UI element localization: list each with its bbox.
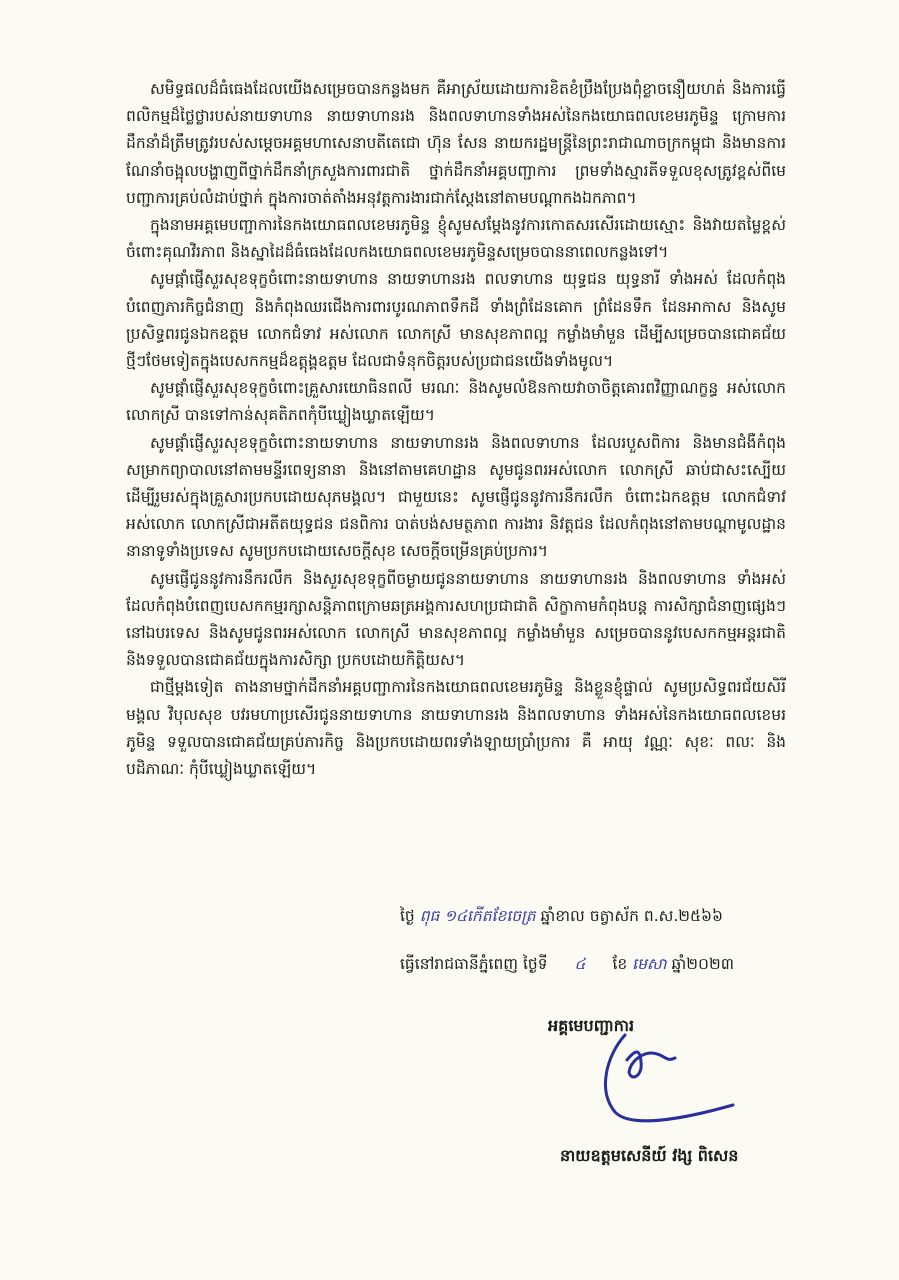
paragraph-3: សូមផ្តាំផ្ញើសួរសុខទុក្ខចំពោះនាយទាហាន នាយទាហានរង ពលទាហាន យុទ្ធជន យុទ្ធនារី ទាំងអស់ ដែលកំពុងបំពេញភារកិច្ចជំនាញ និងកំពុងឈរជើងការពារបូរណភាពទឹកដី ទាំងព្រំដែនគោក ព្រំដែនទឹក ដែនអាកាស និងសូមប្រសិទ្ធពរជូនឯកឧត្តម លោកជំទាវ អស់លោក លោកស្រី មានសុខភាពល្អ កម្លាំងមាំមួន ដើម្បីសម្រេចបានជោគជ័យថ្មីៗថែមទៀតក្នុងបេសកកម្មដ៏ឧត្តុង្គឧត្តម ដែលជាទំនុកចិត្តរបស់ប្រជាជនយើងទាំងមូល។: [126, 270, 786, 371]
handwritten-signature: [585, 1020, 745, 1130]
lunar-year: ឆ្នាំខាល ចត្វាស័ក ព.ស.២៥៦៦: [540, 907, 723, 925]
paragraph-7: ជាថ្មីម្តងទៀត តាងនាមថ្នាក់ដឹកនាំអគ្គបញ្ជាការនៃកងយោធពលខេមរភូមិន្ទ និងខ្លួនខ្ញុំផ្ទាល់ សូមប្រសិទ្ធពរជ័យសិរីមង្គល វិបុលសុខ បវរមហាប្រសើរជូននាយទាហាន នាយទាហានរង និងពលទាហាន ទាំងអស់នៃកងយោធពលខេមរភូមិន្ទ ទទួលបានជោគជ័យគ្រប់ភារកិច្ច និងប្រកបដោយពរទាំងឡាយប្រាំប្រការ គឺ អាយុ វណ្ណៈ សុខៈ ពលៈ និងបដិភាណៈ កុំបីឃ្លៀងឃ្លាតឡើយ។: [126, 678, 786, 779]
month-handwritten: មេសា: [632, 955, 667, 973]
date-prefix: ថ្ងៃ: [400, 907, 415, 925]
paragraph-4: សូមផ្តាំផ្ញើសួរសុខទុក្ខចំពោះគ្រួសារយោធិនពលី មរណៈ និងសូមលំឱនកាយវាចាចិត្តគោរពវិញ្ញាណក្ខន្ធ អស់លោក លោកស្រី បានទៅកាន់សុគតិភពកុំបីឃ្លៀងឃ្លាតឡើយ។: [126, 379, 786, 425]
month-label: ខែ: [612, 955, 628, 973]
letter-body: [126, 76, 786, 783]
paragraph-6: សូមផ្ញើជូននូវការនឹករលឹក និងសួរសុខទុក្ខពីចម្ងាយជូននាយទាហាន នាយទាហានរង និងពលទាហាន ទាំងអស់ ដែលកំពុងបំពេញបេសកកម្មរក្សាសន្តិភាពក្រោមឆត្រអង្គការសហប្រជាជាតិ សិក្ខាកាមកំពុងបន្ត ការសិក្សាជំនាញផ្សេងៗនៅឯបរទេស និងសូមជូនពរអស់លោក លោកស្រី មានសុខភាពល្អ កម្លាំងមាំមួន សម្រេចបាននូវបេសកកម្មអន្តរជាតិ និងទទួលបានជោគជ័យក្នុងការសិក្សា ប្រកបដោយកិត្តិយស។: [126, 569, 786, 670]
place-and-day-label: ធ្វើនៅរាជធានីភ្នំពេញ ថ្ងៃទី: [400, 955, 548, 973]
lunar-date-line: [400, 904, 723, 928]
paragraph-5: សូមផ្តាំផ្ញើសួរសុខទុក្ខចំពោះនាយទាហាន នាយទាហានរង និងពលទាហាន ដែលរបួសពិការ និងមានជំងឺកំពុងសម្រាកព្យាបាលនៅតាមមន្ទីរពេទ្យនានា និងនៅតាមគេហដ្ឋាន សូមជូនពរអស់លោក លោកស្រី ឆាប់ជាសះស្បើយ ដើម្បីរួមរស់ក្នុងគ្រួសារប្រកបដោយសុភមង្គល។ ជាមួយនេះ សូមផ្ញើជូននូវការនឹករលឹក ចំពោះឯកឧត្តម លោកជំទាវ អស់លោក លោកស្រីជាអតីតយុទ្ធជន ជនពិការ បាត់បង់សមត្ថភាព ការងារ និវត្តជន ដែលកំពុងនៅតាមបណ្តាមូលដ្ឋាននានាទូទាំងប្រទេស សូមប្រកបដោយសេចក្តីសុខ សេចក្តីចម្រើនគ្រប់ប្រការ។: [126, 433, 786, 561]
signatory-name: នាយឧត្តមសេនីយ៍ វង្ស ពិសេន: [560, 1146, 739, 1165]
paragraph-1: សមិទ្ធផលដ៏ធំធេងដែលយើងសម្រេចបានកន្លងមក គឺអាស្រ័យដោយការខិតខំប្រឹងប្រែងពុំខ្លាចនឿយហត់ និងការធ្វើពលិកម្មដ៏ថ្លៃថ្លារបស់នាយទាហាន នាយទាហានរង និងពលទាហានទាំងអស់នៃកងយោធពលខេមរភូមិន្ទ ក្រោមការដឹកនាំដ៏ត្រឹមត្រូវរបស់សម្តេចអគ្គមហាសេនាបតីតេជោ ហ៊ុន សែន នាយករដ្ឋមន្ត្រីនៃព្រះរាជាណាចក្រកម្ពុជា និងមានការណែនាំចង្អុលបង្ហាញពីថ្នាក់ដឹកនាំក្រសួងការពារជាតិ ថ្នាក់ដឹកនាំអគ្គបញ្ជាការ ព្រមទាំងស្មារតីទទួលខុសត្រូវខ្ពស់ពីមេបញ្ជាការគ្រប់លំដាប់ថ្នាក់ ក្នុងការចាត់តាំងអនុវត្តការងារជាក់ស្តែងនៅតាមបណ្តាកងឯកភាព។: [126, 80, 786, 207]
year: ឆ្នាំ២០២៣: [671, 955, 734, 973]
day-handwritten: ៤: [574, 955, 586, 973]
solar-date-line: [400, 952, 734, 976]
paragraph-2: ក្នុងនាមអគ្គមេបញ្ជាការនៃកងយោធពលខេមរភូមិន្ទ ខ្ញុំសូមសម្តែងនូវការកោតសរសើរដោយស្មោះ និងវាយតម្លៃខ្ពស់ចំពោះគុណវិរភាព និងស្នាដៃដ៏ធំធេងដែលកងយោធពលខេមរភូមិន្ទសម្រេចបាននាពេលកន្លងទៅ។: [126, 216, 786, 262]
lunar-date-handwritten: ពុធ ១៤កើតខែចេត្រ: [419, 907, 536, 925]
signatory-title: អគ្គមេបញ្ជាការ: [548, 1016, 635, 1035]
